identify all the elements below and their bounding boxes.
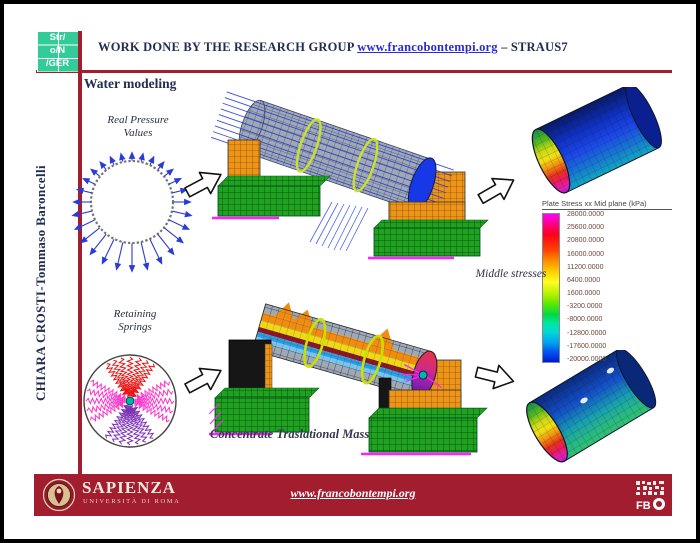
legend-values [567, 211, 606, 363]
footer-link[interactable]: www.francobontempi.org [290, 486, 416, 500]
header-title: WORK DONE BY THE RESEARCH GROUP [98, 40, 354, 54]
university-subtitle: UNIVERSITÀ DI ROMA [83, 498, 181, 505]
logo-line-2: o/N [49, 45, 66, 56]
mass-node-dot [126, 397, 134, 405]
logo-line-3: /GER [45, 58, 70, 69]
legend-value: -3200.0000 [567, 303, 603, 311]
fem-model-pressure-figure [204, 90, 489, 270]
legend-value: 28000.0000 [567, 211, 604, 218]
stress-cylinder-bottom-figure [500, 350, 700, 490]
springs-diagram-figure [76, 347, 186, 457]
retaining-springs-label [96, 308, 174, 334]
legend-value: -17600.0000 [567, 342, 607, 350]
stronger-logo [37, 31, 78, 72]
fb-stamp-logo [634, 479, 667, 512]
footer-bar [34, 474, 672, 516]
section-title: Water modeling [84, 76, 177, 91]
legend-value: -12800.0000 [567, 329, 607, 337]
middle-stresses-label: Middle stresses [475, 268, 547, 280]
legend-title: Plate Stress xx Mid plane (kPa) [542, 199, 672, 210]
legend-value: 16000.0000 [567, 250, 604, 258]
legend-value: -8000.0000 [567, 316, 603, 324]
concentrated-mass-label: Concentrate Traslational Mass [210, 427, 370, 441]
real-pressure-label [90, 114, 186, 140]
slide-header [98, 40, 678, 55]
legend-value: 25600.0000 [567, 224, 604, 232]
author-name-vertical: CHIARA CROSTI-Tommaso Baroncelli [33, 165, 48, 401]
stress-legend [542, 199, 672, 363]
legend-value: 11200.0000 [567, 263, 604, 271]
university-name: SAPIENZA [82, 478, 176, 497]
legend-color-bar [542, 213, 560, 363]
legend-value: 6400.0000 [567, 276, 601, 284]
header-divider-line [36, 70, 672, 73]
retaining-line2: Springs [118, 321, 152, 333]
stamp-text: FB [636, 500, 651, 512]
logo-line-1: Str/ [49, 32, 66, 43]
fem-model-springs-figure [209, 282, 489, 487]
header-suffix: – STRAUS7 [501, 40, 568, 54]
legend-value: 1600.0000 [567, 290, 601, 298]
retaining-line1: Retaining [113, 308, 157, 320]
legend-value: 20800.0000 [567, 237, 604, 245]
real-pressure-line2: Values [123, 127, 153, 139]
header-link[interactable]: www.francobontempi.org [357, 40, 498, 54]
real-pressure-line1: Real Pressure [107, 114, 169, 126]
legend-value: -20000.0000 [567, 355, 607, 363]
